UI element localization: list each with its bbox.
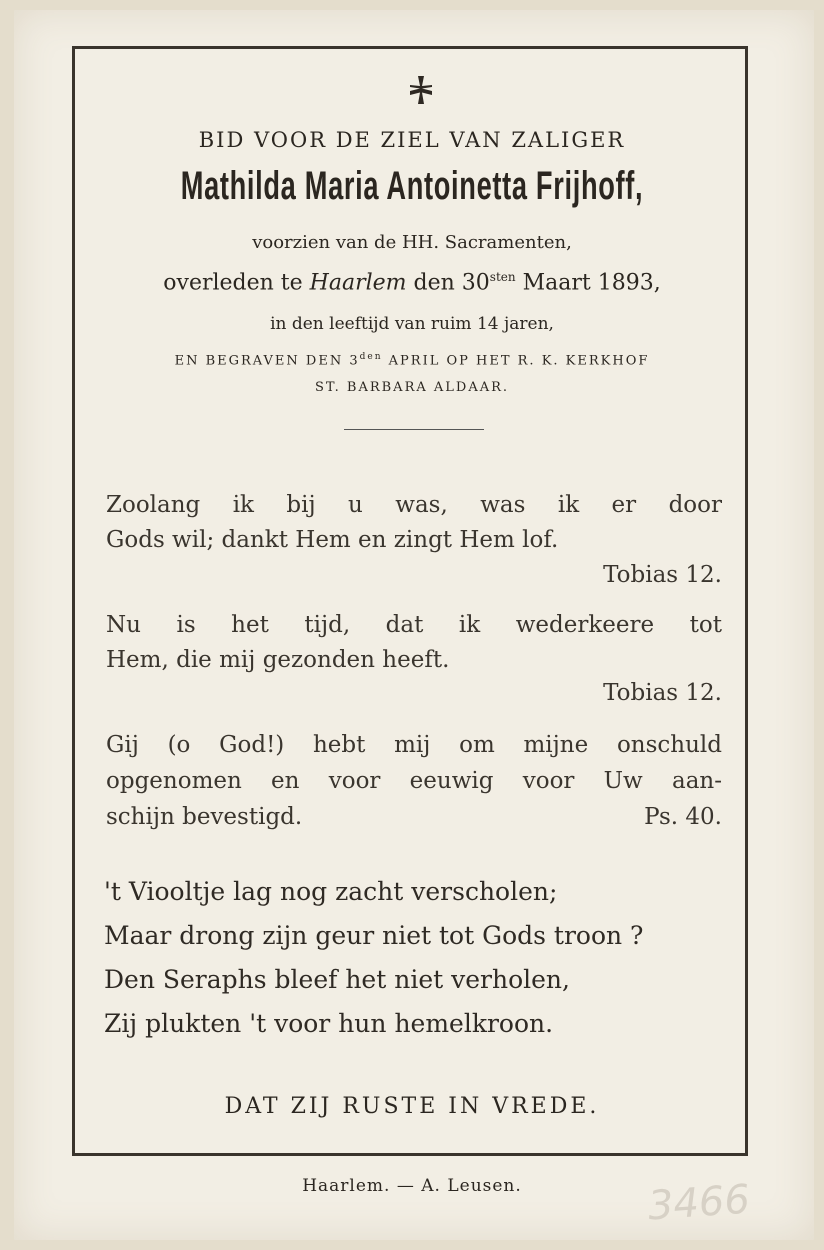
poem-line: Zij plukten 't voor hun hemelkroon. (104, 1009, 554, 1038)
death-place: Haarlem (309, 270, 407, 296)
header-line: BID VOOR DE ZIEL VAN ZALIGER (198, 128, 626, 152)
cross-icon (405, 74, 437, 106)
burial-line-2: ST. BARBARA ALDAAR. (314, 380, 510, 395)
printer-line: Haarlem. — A. Leusen. (302, 1176, 522, 1196)
pencil-number: 3466 (646, 1176, 752, 1230)
sacraments-line: voorzien van de HH. Sacramenten, (252, 232, 572, 253)
deceased-name: Mathilda Maria Antoinetta Frijhoff, (180, 164, 644, 208)
poem-line: Maar drong zijn geur niet tot Gods troon ? (104, 921, 644, 950)
verse3-line3: schijn bevestigd. (106, 804, 303, 830)
death-line: overleden te Haarlem den $30^{sten}$ Maart 1893, (163, 270, 661, 296)
divider (344, 429, 484, 430)
poem-line: 't Viooltje lag nog zacht verscholen; (104, 877, 558, 906)
verse2-line1: Nu is het tijd, dat ik wederkeere tot (106, 612, 722, 638)
verse1-line2: Gods wil; dankt Hem en zingt Hem lof. (106, 527, 559, 553)
verse3-ref: Ps. 40. (644, 804, 722, 830)
verse3-line1: Gij (o God!) hebt mij om mijne onschuld (106, 732, 722, 758)
closing-line: DAT ZIJ RUSTE IN VREDE. (224, 1094, 600, 1119)
age-line: in den leeftijd van ruim 14 jaren, (270, 314, 554, 334)
burial-line: EN BEGRAVEN DEN $3^{den}$ APRIL OP HET R. K. KERKHOF (174, 352, 650, 369)
verse2-ref: Tobias 12. (603, 680, 722, 706)
verse2-line2: Hem, die mij gezonden heeft. (106, 647, 450, 673)
verse1-line1: Zoolang ik bij u was, was ik er door (106, 492, 722, 518)
poem-line: Den Seraphs bleef het niet verholen, (104, 965, 570, 994)
verse3-line2: opgenomen en voor eeuwig voor Uw aan- (106, 768, 722, 794)
verse1-ref: Tobias 12. (603, 562, 722, 588)
